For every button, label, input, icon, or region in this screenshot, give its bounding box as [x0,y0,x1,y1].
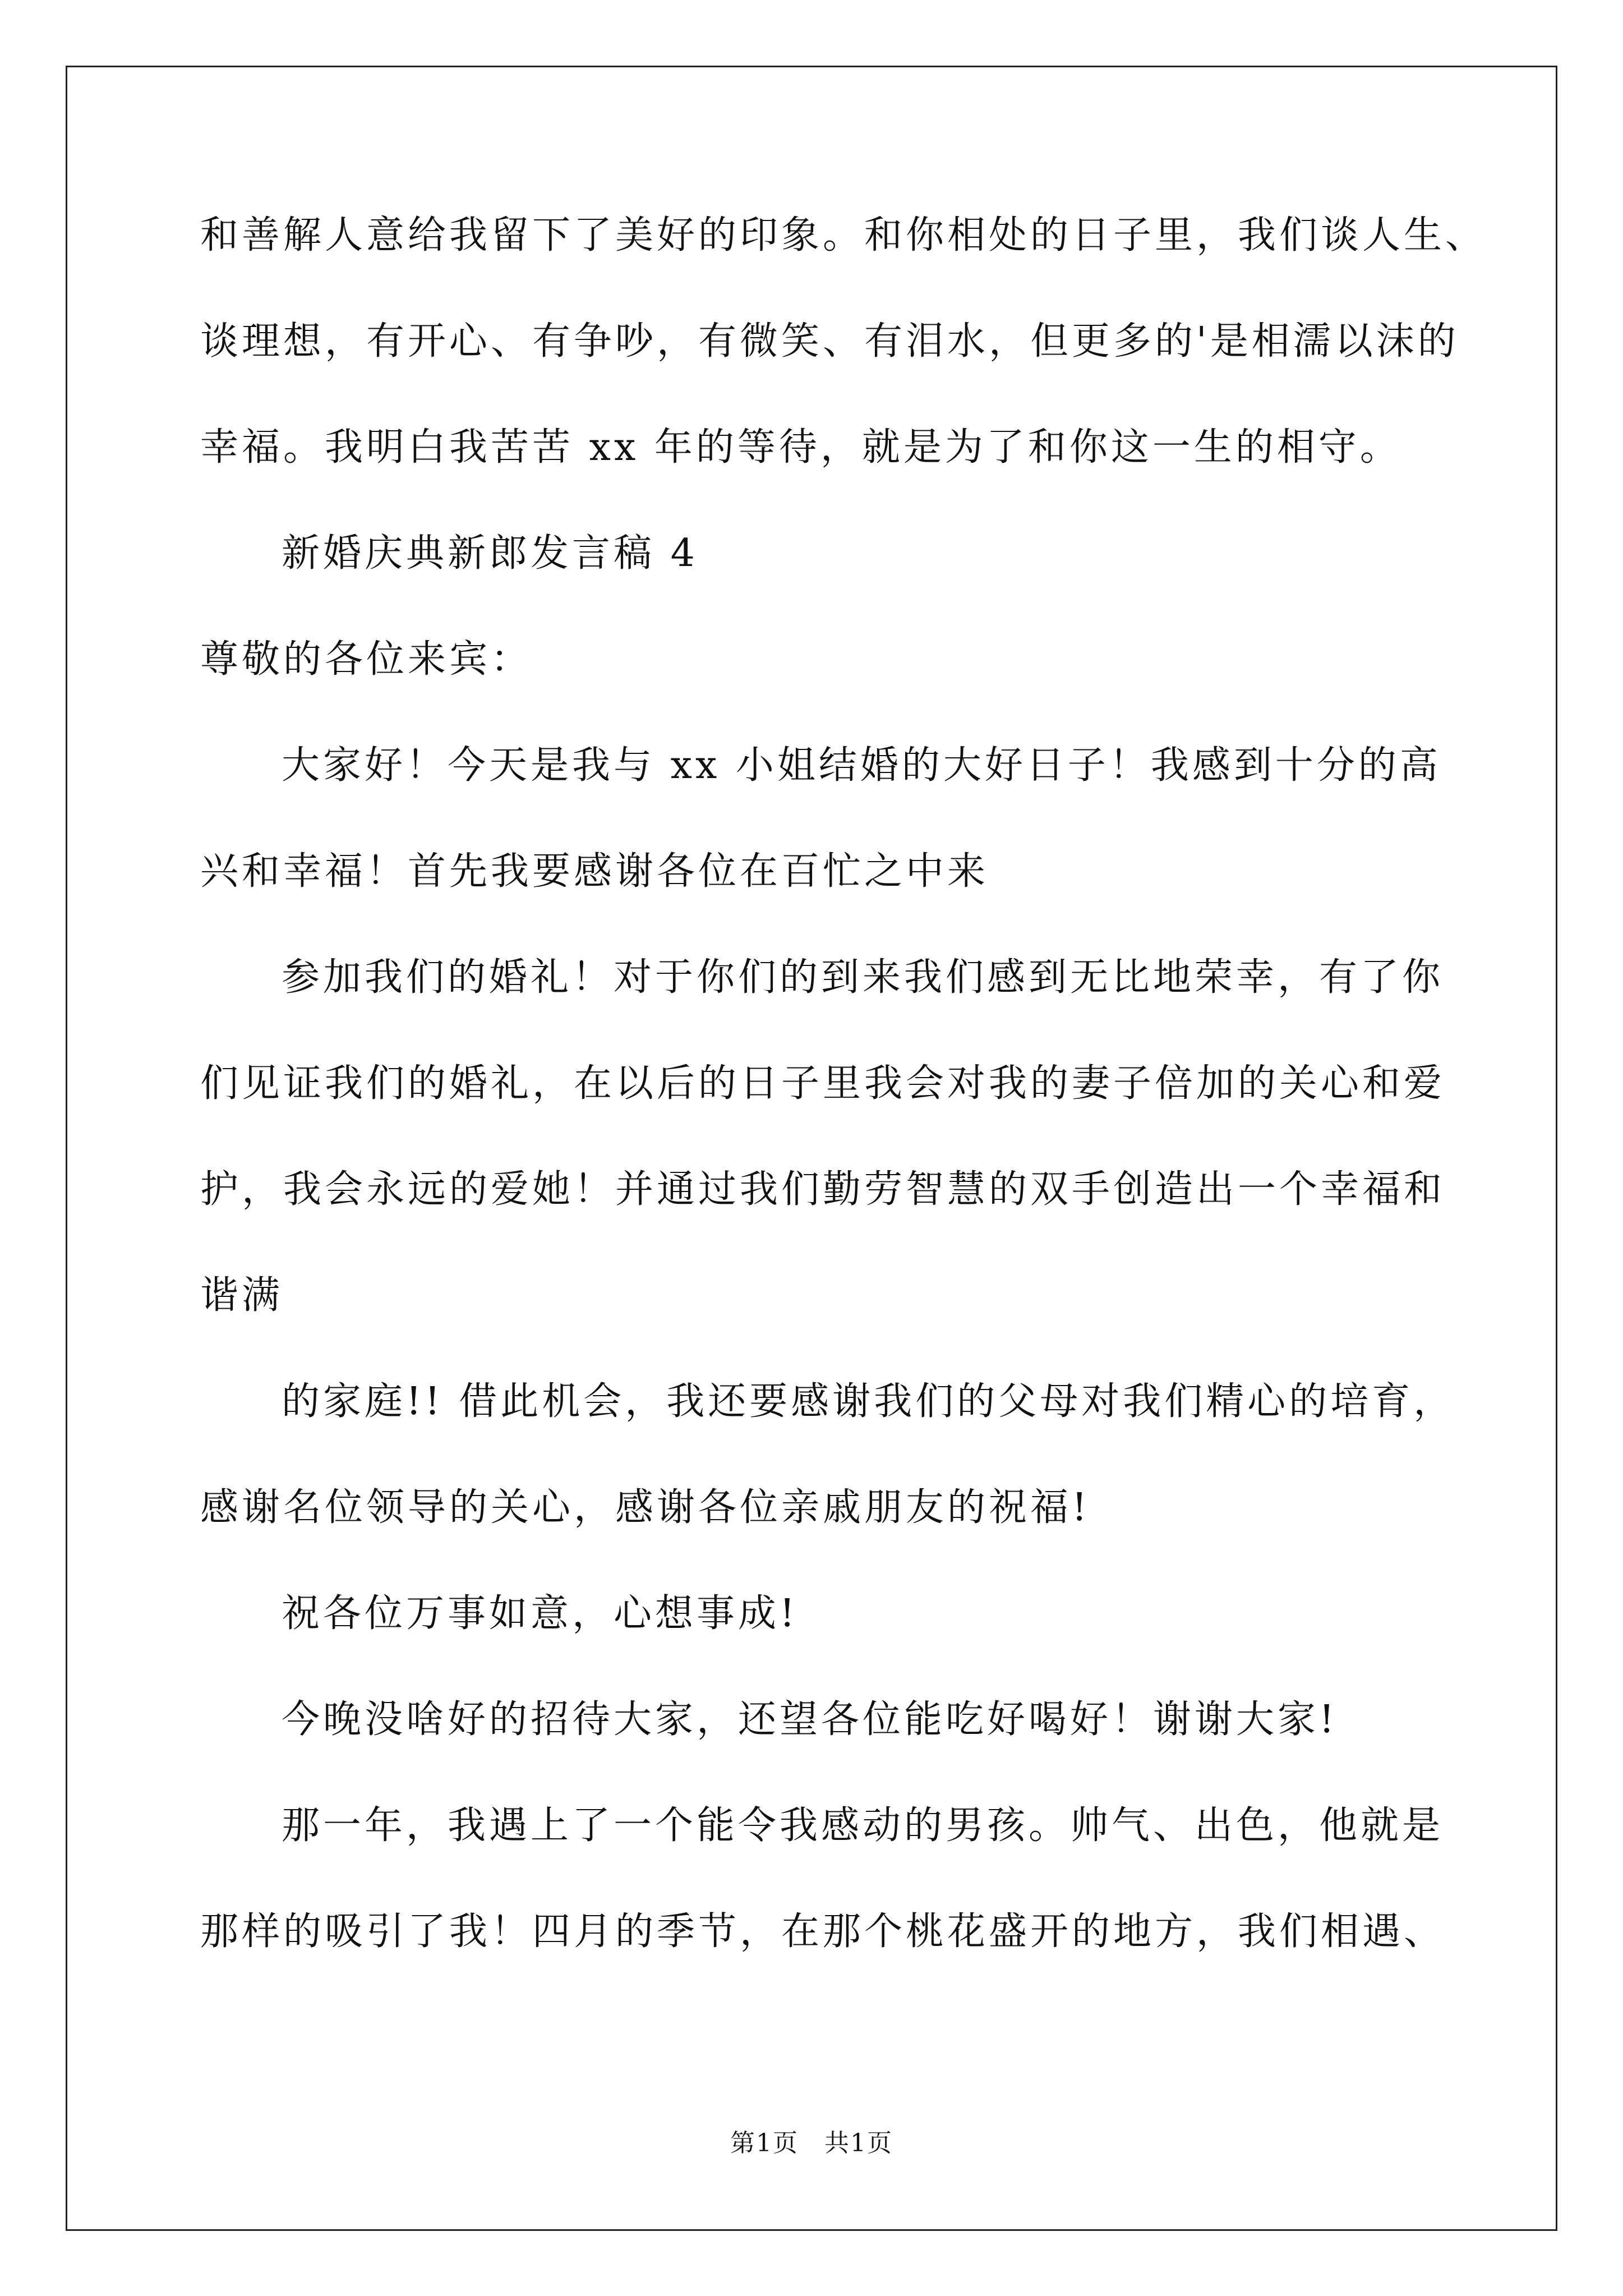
text-line: 兴和幸福！首先我要感谢各位在百忙之中来 [200,849,989,894]
text-line: 护，我会永远的爱她！并通过我们勤劳智慧的双手创造出一个幸福和 [200,1167,1446,1212]
text-line: 谐满 [200,1273,284,1318]
text-line: 幸福。我明白我苦苦 xx 年的等待，就是为了和你这一生的相守。 [200,425,1401,470]
text-line: 谈理想，有开心、有争吵，有微笑、有泪水，但更多的'是相濡以沫的 [200,319,1459,364]
text-line: 大家好！今天是我与 xx 小姐结婚的大好日子！我感到十分的高 [282,743,1441,788]
text-line: 尊敬的各位来宾： [200,637,533,682]
text-line: 和善解人意给我留下了美好的印象。和你相处的日子里，我们谈人生、 [200,213,1487,257]
text-line: 感谢名位领导的关心，感谢各位亲戚朋友的祝福! [200,1485,1091,1530]
page-footer: 第1页 共1页 [730,2129,893,2157]
text-line: 那一年，我遇上了一个能令我感动的男孩。帅气、出色，他就是 [282,1803,1444,1848]
text-line: 参加我们的婚礼！对于你们的到来我们感到无比地荣幸，有了你 [282,955,1444,1000]
text-line: 们见证我们的婚礼，在以后的日子里我会对我的妻子倍加的关心和爱 [200,1061,1446,1106]
text-line: 那样的吸引了我！四月的季节，在那个桃花盛开的地方，我们相遇、 [200,1910,1446,1954]
text-line: 今晚没啥好的招待大家，还望各位能吃好喝好！谢谢大家! [282,1697,1338,1742]
text-line: 新婚庆典新郎发言稿 4 [282,531,698,576]
page-border [66,66,1557,2231]
text-line: 祝各位万事如意，心想事成! [282,1591,799,1636]
text-line: 的家庭!! 借此机会，我还要感谢我们的父母对我们精心的培育， [282,1379,1455,1424]
